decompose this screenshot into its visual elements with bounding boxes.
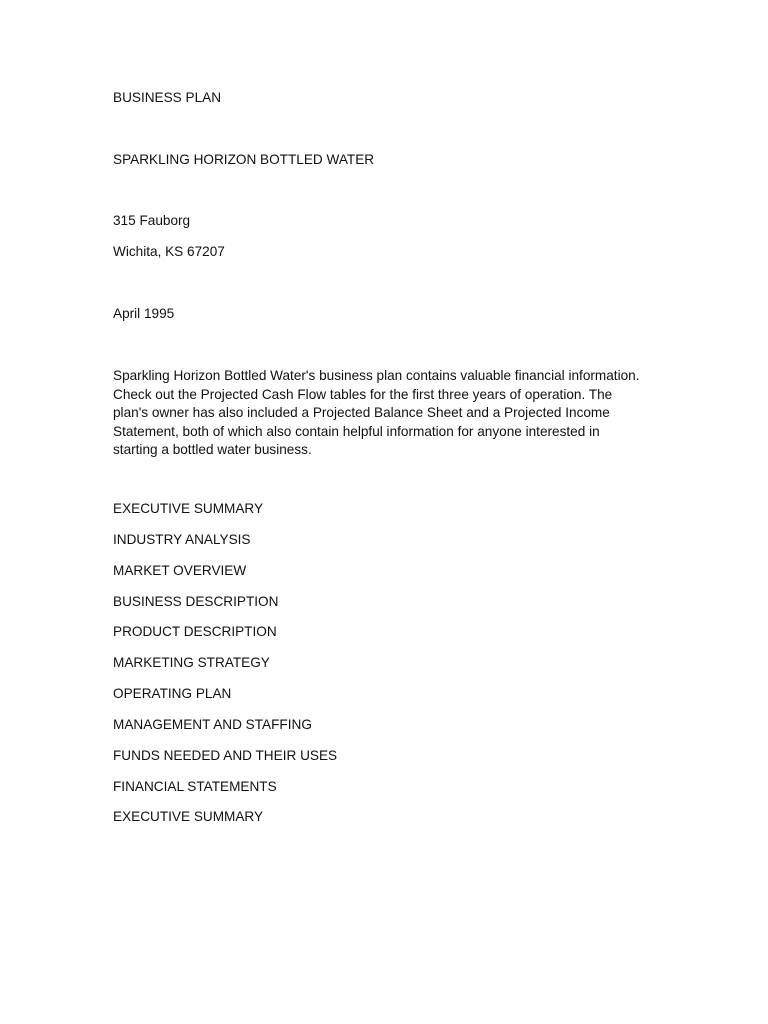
section-item-product-description: PRODUCT DESCRIPTION [113,624,277,640]
section-item-executive-summary-heading: EXECUTIVE SUMMARY [113,809,264,825]
address-line-2: Wichita, KS 67207 [113,244,225,259]
section-item-market-overview: MARKET OVERVIEW [113,562,247,578]
section-item-funds-needed: FUNDS NEEDED AND THEIR USES [113,747,338,763]
intro-line: Statement, both of which also contain helpful information for anyone interested in [113,423,600,439]
intro-line: plan's owner has also included a Projected Balance Sheet and a Projected Income [113,405,610,420]
company-name: SPARKLING HORIZON BOTTLED WATER [113,152,375,167]
document-header: BUSINESS PLAN [113,90,222,105]
section-item-operating-plan: OPERATING PLAN [113,686,232,702]
section-item-business-description: BUSINESS DESCRIPTION [113,593,279,609]
address-line-1: 315 Fauborg [113,213,191,228]
intro-paragraph [113,367,673,460]
section-item-industry-analysis: INDUSTRY ANALYSIS [113,531,251,547]
section-list [113,501,337,840]
section-item-financial-statements: FINANCIAL STATEMENTS [113,778,277,794]
section-item-management-and-staffing: MANAGEMENT AND STAFFING [113,716,312,732]
intro-line: Sparkling Horizon Bottled Water's business plan contains valuable financial information. [113,368,640,383]
document-date: April 1995 [113,306,175,321]
intro-line: Check out the Projected Cash Flow tables for the first three years of operation. The [113,386,613,402]
section-item-marketing-strategy: MARKETING STRATEGY [113,655,270,671]
intro-line: starting a bottled water business. [113,442,312,457]
section-item-executive-summary: EXECUTIVE SUMMARY [113,501,264,516]
